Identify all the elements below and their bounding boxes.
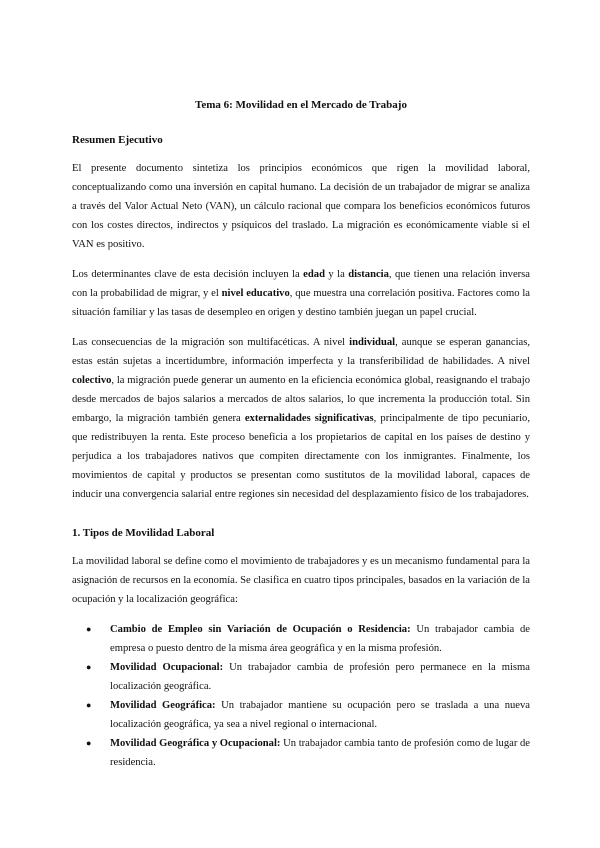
list-item <box>72 734 530 772</box>
list-item <box>72 620 530 658</box>
text-span: y la <box>324 269 349 280</box>
bold-term-edad: edad <box>303 269 325 280</box>
list-item-text: Un trabajador cambia de profesión pero permanece en la misma localización geográfica. <box>110 662 530 692</box>
bold-term-individual: individual <box>349 337 396 348</box>
summary-paragraph-2 <box>72 265 530 322</box>
list-item-term: Movilidad Geográfica y Ocupacional: <box>110 738 281 749</box>
text-span: , que tienen una relación inversa con la probabilidad de migrar, y el <box>72 269 530 299</box>
bullet-icon: ● <box>86 700 92 710</box>
bold-term-nivel-educativo: nivel educativo <box>221 288 290 299</box>
summary-paragraph-1: El presente documento sintetiza los principios económicos que rigen la movilidad laboral, conceptualizando como una inversión en capital humano. La decisión de un trabajador de migrar se analiza a través del Valor Actual Neto (VAN), un cálculo racional que compara los beneficios económicos futuros con los costes directos, indirectos y psíquicos del traslado. La migración es económicamente viable si el VAN es positivo. <box>72 163 530 250</box>
bold-term-colectivo: colectivo <box>72 375 112 386</box>
mobility-types-list <box>72 620 530 772</box>
text-span: , principalmente de tipo pecuniario, que redistribuyen la renta. Este proceso beneficia a los propietarios de capital en los países de destino y perjudica a los trabajadores nativos que compiten directamente con los inmigrantes. Finalmente, los movimientos de capital y productos se presentan como sustitutos de la movilidad laboral, capaces de inducir una convergencia salarial entre regiones sin necesidad del desplazamiento físico de los trabajadores. <box>72 413 530 500</box>
text-span: , la migración puede generar un aumento en la eficiencia económica global, reasignando el trabajo desde mercados de bajos salarios a mercados de altos salarios, lo que incrementa la producción total. Sin embargo, la migración también genera <box>72 375 530 424</box>
bullet-icon: ● <box>86 624 92 634</box>
list-item <box>72 658 530 696</box>
document-title: Tema 6: Movilidad en el Mercado de Trabajo <box>195 99 407 111</box>
list-item-text: Un trabajador mantiene su ocupación pero se traslada a una nueva localización geográfica, ya sea a nivel regional o internacional. <box>110 700 530 730</box>
bullet-icon: ● <box>86 662 92 672</box>
document-page <box>72 96 530 772</box>
list-item-text: Un trabajador cambia de empresa o puesto dentro de la misma área geográfica y en la misma profesión. <box>110 624 530 654</box>
section-1-heading: 1. Tipos de Movilidad Laboral <box>72 527 215 539</box>
list-item-term: Cambio de Empleo sin Variación de Ocupación o Residencia: <box>110 624 411 635</box>
bold-term-externalidades: externalidades significativas <box>244 413 374 424</box>
section-1-intro: La movilidad laboral se define como el movimiento de trabajadores y es un mecanismo fundamental para la asignación de recursos en la economía. Se clasifica en cuatro tipos principales, basados en la variación de la ocupación y la localización geográfica: <box>72 556 530 605</box>
text-span: , que muestra una correlación positiva. Factores como la situación familiar y las tasas de desempleo en origen y destino también juegan un papel crucial. <box>72 288 530 318</box>
list-item-term: Movilidad Geográfica: <box>110 700 216 711</box>
list-item-term: Movilidad Ocupacional: <box>110 662 224 673</box>
bold-term-distancia: distancia <box>348 269 389 280</box>
summary-paragraph-3 <box>72 333 530 504</box>
list-item <box>72 696 530 734</box>
text-span: Los determinantes clave de esta decisión incluyen la <box>72 269 304 280</box>
list-item-text: Un trabajador cambia tanto de profesión como de lugar de residencia. <box>110 738 531 768</box>
text-span: Las consecuencias de la migración son multifacéticas. A nivel <box>72 337 350 348</box>
bullet-icon: ● <box>86 738 92 748</box>
text-span: , aunque se esperan ganancias, estas están sujetas a incertidumbre, información imperfecta y la transferibilidad de habilidades. A nivel <box>72 337 530 367</box>
summary-heading: Resumen Ejecutivo <box>72 134 163 146</box>
